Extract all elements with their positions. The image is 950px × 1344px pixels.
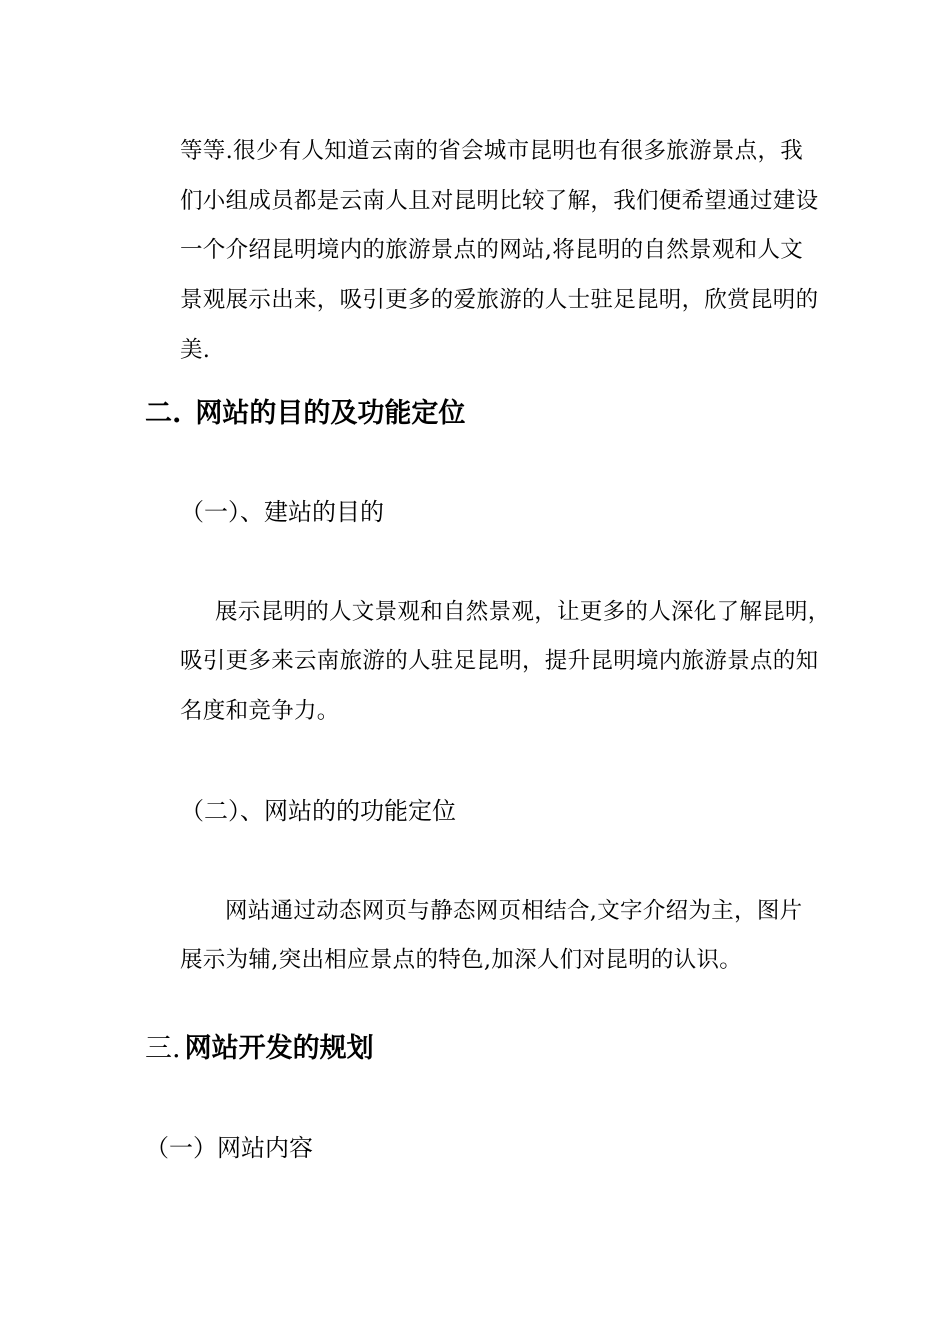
- section-2-title: 网站的目的及功能定位: [195, 398, 466, 429]
- intro-line-5: 美.: [180, 337, 211, 363]
- intro-line-1: 等等.很少有人知道云南的省会城市昆明也有很多旅游景点，我: [180, 138, 804, 164]
- sub1-line-1: 展示昆明的人文景观和自然景观，让更多的人深化了解昆明，: [215, 599, 831, 625]
- section-2-heading: [145, 397, 465, 431]
- section-2-number: 二.: [145, 398, 182, 429]
- subsection-3-1-heading: （一）网站内容: [145, 1134, 313, 1162]
- sub1-line-2: 吸引更多来云南旅游的人驻足昆明，提升昆明境内旅游景点的知: [180, 648, 819, 674]
- sub2-line-1: 网站通过动态网页与静态网页相结合,文字介绍为主，图片: [225, 898, 803, 924]
- intro-line-4: 景观展示出来，吸引更多的爱旅游的人士驻足昆明，欣赏昆明的: [180, 287, 819, 313]
- intro-line-2: 们小组成员都是云南人且对昆明比较了解，我们便希望通过建设: [180, 188, 819, 214]
- subsection-2-2-heading: （二）、网站的的功能定位: [180, 797, 456, 825]
- sub2-line-2: 展示为辅,突出相应景点的特色,加深人们对昆明的认识。: [180, 947, 743, 973]
- subsection-2-1-heading: （一）、建站的目的: [180, 498, 384, 526]
- section-3-title: 网站开发的规划: [184, 1033, 374, 1064]
- section-3-heading: [145, 1032, 374, 1066]
- intro-line-3: 一个介绍昆明境内的旅游景点的网站,将昆明的自然景观和人文: [180, 237, 804, 263]
- section-3-number: 三.: [145, 1033, 181, 1064]
- sub1-line-3: 名度和竞争力。: [180, 698, 340, 724]
